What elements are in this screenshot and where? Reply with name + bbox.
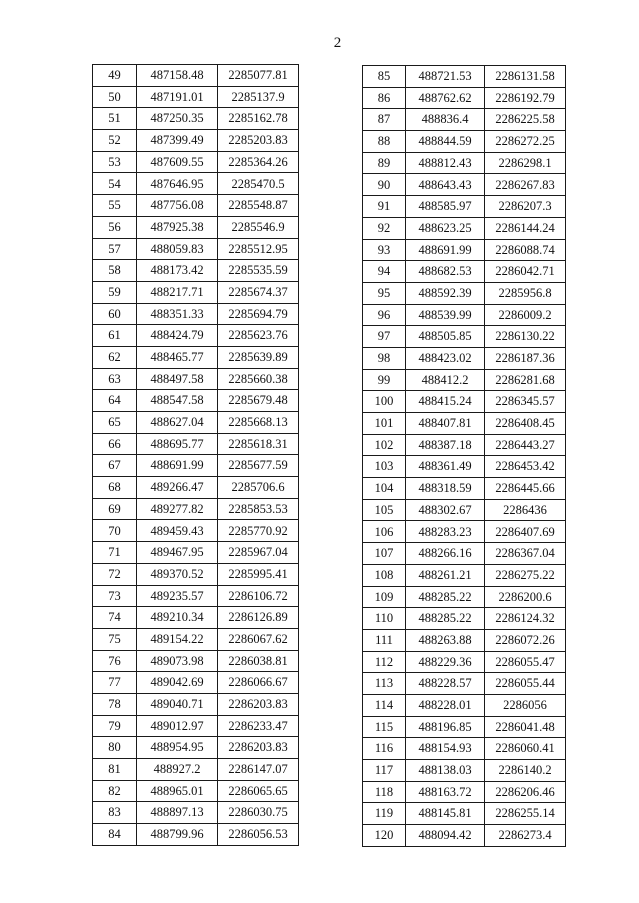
x-coordinate-cell: 488623.25 (406, 217, 485, 239)
point-number-cell: 116 (363, 738, 406, 760)
x-coordinate-cell: 489266.47 (137, 477, 218, 499)
x-coordinate-cell: 488229.36 (406, 651, 485, 673)
x-coordinate-cell: 488302.67 (406, 499, 485, 521)
table-row (363, 760, 566, 782)
y-coordinate-cell: 2285995.41 (218, 563, 299, 585)
point-number-cell: 111 (363, 629, 406, 651)
y-coordinate-cell: 2286072.26 (485, 629, 566, 651)
x-coordinate-cell: 488261.21 (406, 564, 485, 586)
table-row (93, 108, 299, 130)
y-coordinate-cell: 2286255.14 (485, 803, 566, 825)
y-coordinate-cell: 2286131.58 (485, 66, 566, 88)
table-row (363, 629, 566, 651)
point-number-cell: 60 (93, 303, 137, 325)
point-number-cell: 105 (363, 499, 406, 521)
table-row (363, 738, 566, 760)
point-number-cell: 78 (93, 693, 137, 715)
point-number-cell: 82 (93, 780, 137, 802)
y-coordinate-cell: 2285364.26 (218, 151, 299, 173)
y-coordinate-cell: 2286042.71 (485, 261, 566, 283)
y-coordinate-cell: 2285548.87 (218, 195, 299, 217)
point-number-cell: 86 (363, 87, 406, 109)
point-number-cell: 99 (363, 369, 406, 391)
x-coordinate-cell: 489154.22 (137, 628, 218, 650)
x-coordinate-cell: 487646.95 (137, 173, 218, 195)
table-row (363, 66, 566, 88)
table-row (93, 650, 299, 672)
x-coordinate-cell: 487399.49 (137, 130, 218, 152)
x-coordinate-cell: 488407.81 (406, 413, 485, 435)
y-coordinate-cell: 2286066.67 (218, 672, 299, 694)
coordinates-table-left-body (93, 65, 299, 846)
table-row (93, 368, 299, 390)
x-coordinate-cell: 489277.82 (137, 498, 218, 520)
point-number-cell: 63 (93, 368, 137, 390)
x-coordinate-cell: 488424.79 (137, 325, 218, 347)
y-coordinate-cell: 2286055.44 (485, 673, 566, 695)
point-number-cell: 50 (93, 86, 137, 108)
point-number-cell: 102 (363, 434, 406, 456)
y-coordinate-cell: 2286067.62 (218, 628, 299, 650)
table-row (93, 303, 299, 325)
x-coordinate-cell: 488163.72 (406, 781, 485, 803)
x-coordinate-cell: 488592.39 (406, 282, 485, 304)
x-coordinate-cell: 488812.43 (406, 152, 485, 174)
table-row (363, 499, 566, 521)
x-coordinate-cell: 489459.43 (137, 520, 218, 542)
table-row (363, 564, 566, 586)
table-row (93, 281, 299, 303)
x-coordinate-cell: 488627.04 (137, 412, 218, 434)
point-number-cell: 84 (93, 824, 137, 846)
table-row (93, 607, 299, 629)
x-coordinate-cell: 489370.52 (137, 563, 218, 585)
x-coordinate-cell: 488318.59 (406, 478, 485, 500)
point-number-cell: 114 (363, 694, 406, 716)
point-number-cell: 51 (93, 108, 137, 130)
y-coordinate-cell: 2286140.2 (485, 760, 566, 782)
y-coordinate-cell: 2286267.83 (485, 174, 566, 196)
x-coordinate-cell: 489235.57 (137, 585, 218, 607)
x-coordinate-cell: 488585.97 (406, 196, 485, 218)
y-coordinate-cell: 2286126.89 (218, 607, 299, 629)
y-coordinate-cell: 2286106.72 (218, 585, 299, 607)
y-coordinate-cell: 2286056 (485, 694, 566, 716)
y-coordinate-cell: 2286038.81 (218, 650, 299, 672)
y-coordinate-cell: 2286055.47 (485, 651, 566, 673)
point-number-cell: 69 (93, 498, 137, 520)
y-coordinate-cell: 2286298.1 (485, 152, 566, 174)
x-coordinate-cell: 488682.53 (406, 261, 485, 283)
x-coordinate-cell: 489467.95 (137, 542, 218, 564)
y-coordinate-cell: 2285546.9 (218, 216, 299, 238)
table-row (93, 433, 299, 455)
table-row (93, 412, 299, 434)
y-coordinate-cell: 2285535.59 (218, 260, 299, 282)
point-number-cell: 100 (363, 391, 406, 413)
x-coordinate-cell: 488266.16 (406, 543, 485, 565)
y-coordinate-cell: 2286453.42 (485, 456, 566, 478)
point-number-cell: 108 (363, 564, 406, 586)
point-number-cell: 120 (363, 825, 406, 847)
point-number-cell: 70 (93, 520, 137, 542)
coordinates-table-right-body (363, 66, 566, 847)
point-number-cell: 49 (93, 65, 137, 87)
point-number-cell: 87 (363, 109, 406, 131)
table-row (363, 586, 566, 608)
y-coordinate-cell: 2286203.83 (218, 693, 299, 715)
point-number-cell: 92 (363, 217, 406, 239)
y-coordinate-cell: 2286443.27 (485, 434, 566, 456)
point-number-cell: 72 (93, 563, 137, 585)
y-coordinate-cell: 2285853.53 (218, 498, 299, 520)
point-number-cell: 109 (363, 586, 406, 608)
y-coordinate-cell: 2286147.07 (218, 759, 299, 781)
x-coordinate-cell: 488094.42 (406, 825, 485, 847)
y-coordinate-cell: 2286445.66 (485, 478, 566, 500)
x-coordinate-cell: 488263.88 (406, 629, 485, 651)
x-coordinate-cell: 488228.01 (406, 694, 485, 716)
y-coordinate-cell: 2285618.31 (218, 433, 299, 455)
table-row (93, 802, 299, 824)
x-coordinate-cell: 487756.08 (137, 195, 218, 217)
y-coordinate-cell: 2286060.41 (485, 738, 566, 760)
table-row (93, 346, 299, 368)
point-number-cell: 112 (363, 651, 406, 673)
point-number-cell: 75 (93, 628, 137, 650)
y-coordinate-cell: 2286088.74 (485, 239, 566, 261)
table-row (363, 217, 566, 239)
x-coordinate-cell: 488844.59 (406, 131, 485, 153)
point-number-cell: 55 (93, 195, 137, 217)
x-coordinate-cell: 489210.34 (137, 607, 218, 629)
table-row (363, 152, 566, 174)
x-coordinate-cell: 488285.22 (406, 608, 485, 630)
point-number-cell: 107 (363, 543, 406, 565)
table-row (93, 65, 299, 87)
x-coordinate-cell: 488283.23 (406, 521, 485, 543)
point-number-cell: 64 (93, 390, 137, 412)
point-number-cell: 118 (363, 781, 406, 803)
x-coordinate-cell: 488387.18 (406, 434, 485, 456)
y-coordinate-cell: 2286273.4 (485, 825, 566, 847)
x-coordinate-cell: 488228.57 (406, 673, 485, 695)
point-number-cell: 103 (363, 456, 406, 478)
x-coordinate-cell: 488285.22 (406, 586, 485, 608)
point-number-cell: 56 (93, 216, 137, 238)
y-coordinate-cell: 2286124.32 (485, 608, 566, 630)
table-row (363, 478, 566, 500)
table-row (93, 542, 299, 564)
y-coordinate-cell: 2286203.83 (218, 737, 299, 759)
table-row (93, 672, 299, 694)
y-coordinate-cell: 2285137.9 (218, 86, 299, 108)
x-coordinate-cell: 488423.02 (406, 347, 485, 369)
y-coordinate-cell: 2285967.04 (218, 542, 299, 564)
x-coordinate-cell: 488145.81 (406, 803, 485, 825)
y-coordinate-cell: 2285470.5 (218, 173, 299, 195)
point-number-cell: 115 (363, 716, 406, 738)
x-coordinate-cell: 489042.69 (137, 672, 218, 694)
x-coordinate-cell: 488154.93 (406, 738, 485, 760)
table-row (93, 86, 299, 108)
table-row (363, 391, 566, 413)
y-coordinate-cell: 2286056.53 (218, 824, 299, 846)
point-number-cell: 95 (363, 282, 406, 304)
x-coordinate-cell: 488173.42 (137, 260, 218, 282)
table-row (363, 347, 566, 369)
point-number-cell: 110 (363, 608, 406, 630)
x-coordinate-cell: 488691.99 (137, 455, 218, 477)
point-number-cell: 73 (93, 585, 137, 607)
point-number-cell: 61 (93, 325, 137, 347)
table-row (363, 608, 566, 630)
x-coordinate-cell: 489040.71 (137, 693, 218, 715)
y-coordinate-cell: 2286233.47 (218, 715, 299, 737)
x-coordinate-cell: 489073.98 (137, 650, 218, 672)
table-row (93, 824, 299, 846)
x-coordinate-cell: 488954.95 (137, 737, 218, 759)
point-number-cell: 85 (363, 66, 406, 88)
point-number-cell: 54 (93, 173, 137, 195)
table-row (93, 585, 299, 607)
y-coordinate-cell: 2286030.75 (218, 802, 299, 824)
table-row (93, 390, 299, 412)
y-coordinate-cell: 2285668.13 (218, 412, 299, 434)
x-coordinate-cell: 488138.03 (406, 760, 485, 782)
y-coordinate-cell: 2285956.8 (485, 282, 566, 304)
table-row (363, 326, 566, 348)
x-coordinate-cell: 488547.58 (137, 390, 218, 412)
y-coordinate-cell: 2286187.36 (485, 347, 566, 369)
y-coordinate-cell: 2285679.48 (218, 390, 299, 412)
point-number-cell: 76 (93, 650, 137, 672)
x-coordinate-cell: 488497.58 (137, 368, 218, 390)
table-row (93, 737, 299, 759)
table-row (93, 498, 299, 520)
table-row (363, 521, 566, 543)
x-coordinate-cell: 488836.4 (406, 109, 485, 131)
table-row (363, 651, 566, 673)
table-row (363, 109, 566, 131)
point-number-cell: 113 (363, 673, 406, 695)
table-row (363, 543, 566, 565)
point-number-cell: 83 (93, 802, 137, 824)
coordinates-table-left (92, 64, 299, 846)
x-coordinate-cell: 488965.01 (137, 780, 218, 802)
table-row (363, 716, 566, 738)
table-row (93, 325, 299, 347)
table-row (363, 803, 566, 825)
point-number-cell: 101 (363, 413, 406, 435)
x-coordinate-cell: 487250.35 (137, 108, 218, 130)
y-coordinate-cell: 2286436 (485, 499, 566, 521)
table-row (93, 216, 299, 238)
table-row (363, 825, 566, 847)
y-coordinate-cell: 2286272.25 (485, 131, 566, 153)
table-row (363, 434, 566, 456)
point-number-cell: 77 (93, 672, 137, 694)
x-coordinate-cell: 488196.85 (406, 716, 485, 738)
table-row (93, 238, 299, 260)
table-row (363, 196, 566, 218)
y-coordinate-cell: 2285677.59 (218, 455, 299, 477)
point-number-cell: 90 (363, 174, 406, 196)
point-number-cell: 53 (93, 151, 137, 173)
table-row (93, 195, 299, 217)
y-coordinate-cell: 2286345.57 (485, 391, 566, 413)
point-number-cell: 57 (93, 238, 137, 260)
x-coordinate-cell: 488897.13 (137, 802, 218, 824)
x-coordinate-cell: 488217.71 (137, 281, 218, 303)
point-number-cell: 93 (363, 239, 406, 261)
table-row (363, 131, 566, 153)
x-coordinate-cell: 488927.2 (137, 759, 218, 781)
table-row (93, 759, 299, 781)
x-coordinate-cell: 488412.2 (406, 369, 485, 391)
y-coordinate-cell: 2286009.2 (485, 304, 566, 326)
coordinates-table-right (362, 65, 566, 847)
x-coordinate-cell: 488762.62 (406, 87, 485, 109)
table-row (93, 477, 299, 499)
y-coordinate-cell: 2286041.48 (485, 716, 566, 738)
point-number-cell: 97 (363, 326, 406, 348)
y-coordinate-cell: 2286407.69 (485, 521, 566, 543)
table-row (363, 413, 566, 435)
y-coordinate-cell: 2286225.58 (485, 109, 566, 131)
point-number-cell: 52 (93, 130, 137, 152)
point-number-cell: 81 (93, 759, 137, 781)
point-number-cell: 98 (363, 347, 406, 369)
point-number-cell: 117 (363, 760, 406, 782)
x-coordinate-cell: 489012.97 (137, 715, 218, 737)
y-coordinate-cell: 2286130.22 (485, 326, 566, 348)
y-coordinate-cell: 2285639.89 (218, 346, 299, 368)
table-row (363, 282, 566, 304)
x-coordinate-cell: 488539.99 (406, 304, 485, 326)
y-coordinate-cell: 2286408.45 (485, 413, 566, 435)
y-coordinate-cell: 2285694.79 (218, 303, 299, 325)
x-coordinate-cell: 487925.38 (137, 216, 218, 238)
x-coordinate-cell: 487191.01 (137, 86, 218, 108)
table-row (93, 260, 299, 282)
table-row (363, 304, 566, 326)
x-coordinate-cell: 488351.33 (137, 303, 218, 325)
table-row (93, 130, 299, 152)
point-number-cell: 94 (363, 261, 406, 283)
y-coordinate-cell: 2285623.76 (218, 325, 299, 347)
x-coordinate-cell: 488691.99 (406, 239, 485, 261)
table-row (93, 693, 299, 715)
y-coordinate-cell: 2285706.6 (218, 477, 299, 499)
point-number-cell: 88 (363, 131, 406, 153)
y-coordinate-cell: 2286367.04 (485, 543, 566, 565)
y-coordinate-cell: 2285162.78 (218, 108, 299, 130)
x-coordinate-cell: 488505.85 (406, 326, 485, 348)
table-row (93, 151, 299, 173)
point-number-cell: 106 (363, 521, 406, 543)
point-number-cell: 91 (363, 196, 406, 218)
table-row (363, 673, 566, 695)
point-number-cell: 104 (363, 478, 406, 500)
table-row (93, 563, 299, 585)
x-coordinate-cell: 488059.83 (137, 238, 218, 260)
table-row (363, 456, 566, 478)
point-number-cell: 79 (93, 715, 137, 737)
table-row (93, 173, 299, 195)
table-row (363, 239, 566, 261)
y-coordinate-cell: 2286281.68 (485, 369, 566, 391)
point-number-cell: 67 (93, 455, 137, 477)
table-row (363, 369, 566, 391)
table-row (363, 694, 566, 716)
table-row (93, 520, 299, 542)
y-coordinate-cell: 2286200.6 (485, 586, 566, 608)
x-coordinate-cell: 488721.53 (406, 66, 485, 88)
table-row (93, 455, 299, 477)
x-coordinate-cell: 488643.43 (406, 174, 485, 196)
y-coordinate-cell: 2285512.95 (218, 238, 299, 260)
x-coordinate-cell: 488361.49 (406, 456, 485, 478)
page-number: 2 (333, 35, 342, 51)
point-number-cell: 65 (93, 412, 137, 434)
x-coordinate-cell: 488695.77 (137, 433, 218, 455)
y-coordinate-cell: 2286275.22 (485, 564, 566, 586)
y-coordinate-cell: 2286207.3 (485, 196, 566, 218)
table-row (363, 781, 566, 803)
y-coordinate-cell: 2285203.83 (218, 130, 299, 152)
x-coordinate-cell: 487158.48 (137, 65, 218, 87)
point-number-cell: 62 (93, 346, 137, 368)
y-coordinate-cell: 2286144.24 (485, 217, 566, 239)
table-row (93, 780, 299, 802)
y-coordinate-cell: 2286192.79 (485, 87, 566, 109)
y-coordinate-cell: 2285077.81 (218, 65, 299, 87)
table-row (363, 174, 566, 196)
point-number-cell: 89 (363, 152, 406, 174)
y-coordinate-cell: 2285674.37 (218, 281, 299, 303)
point-number-cell: 68 (93, 477, 137, 499)
table-row (93, 628, 299, 650)
x-coordinate-cell: 488799.96 (137, 824, 218, 846)
point-number-cell: 66 (93, 433, 137, 455)
x-coordinate-cell: 488465.77 (137, 346, 218, 368)
x-coordinate-cell: 488415.24 (406, 391, 485, 413)
y-coordinate-cell: 2286065.65 (218, 780, 299, 802)
y-coordinate-cell: 2285660.38 (218, 368, 299, 390)
point-number-cell: 58 (93, 260, 137, 282)
y-coordinate-cell: 2286206.46 (485, 781, 566, 803)
point-number-cell: 96 (363, 304, 406, 326)
point-number-cell: 80 (93, 737, 137, 759)
table-row (93, 715, 299, 737)
point-number-cell: 74 (93, 607, 137, 629)
y-coordinate-cell: 2285770.92 (218, 520, 299, 542)
point-number-cell: 119 (363, 803, 406, 825)
point-number-cell: 71 (93, 542, 137, 564)
x-coordinate-cell: 487609.55 (137, 151, 218, 173)
point-number-cell: 59 (93, 281, 137, 303)
table-row (363, 87, 566, 109)
table-row (363, 261, 566, 283)
